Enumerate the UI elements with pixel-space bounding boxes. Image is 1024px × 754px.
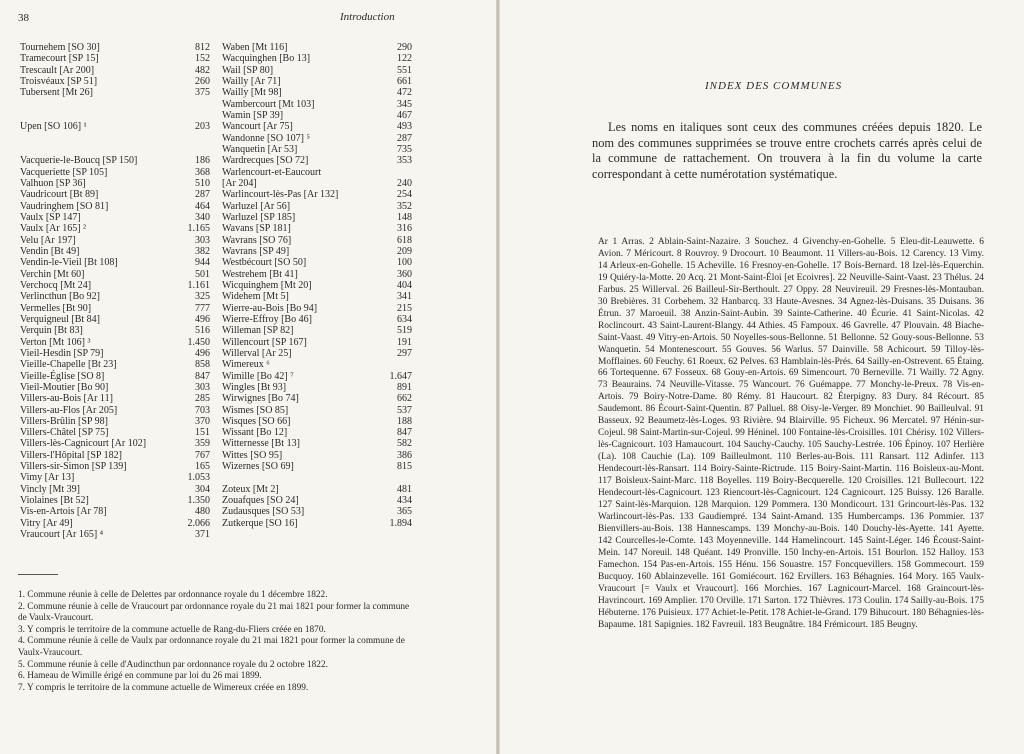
commune-name: Villers-sir-Simon [SP 139] <box>20 461 127 473</box>
commune-name: Wambercourt [Mt 103] <box>222 98 315 110</box>
commune-name: Verquin [Bt 83] <box>20 325 83 337</box>
footnote-rule <box>18 574 58 575</box>
commune-row <box>20 212 210 223</box>
commune-number: 1.161 <box>187 279 210 291</box>
commune-row <box>20 121 210 132</box>
commune-number: 165 <box>195 461 210 473</box>
commune-row <box>222 438 412 449</box>
commune-row <box>20 42 210 53</box>
commune-number: 100 <box>397 257 412 269</box>
commune-name: Verton [Mt 106] ³ <box>20 336 91 348</box>
footnote: 6. Hameau de Wimille érigé en commune par loi du 26 mai 1899. <box>18 671 262 682</box>
commune-number: 370 <box>195 415 210 427</box>
commune-name: Vincly [Mt 39] <box>20 483 80 495</box>
footnote: 1. Commune réunie à celle de Delettes par ordonnance royale du 1 décembre 1822. <box>18 590 328 600</box>
commune-number: 481 <box>397 483 412 495</box>
commune-name: Villers-au-Bois [Ar 11] <box>20 393 113 405</box>
commune-number: 375 <box>195 87 210 99</box>
commune-number: 661 <box>397 75 412 87</box>
commune-name: Zutkerque [SO 16] <box>222 517 298 529</box>
commune-row <box>222 427 412 438</box>
commune-name: Willeman [SP 82] <box>222 325 294 337</box>
commune-name: Vieil-Moutier [Bo 90] <box>20 381 109 393</box>
commune-number: 815 <box>397 461 412 473</box>
commune-number: 467 <box>397 109 412 121</box>
commune-row <box>20 178 210 189</box>
commune-number: 777 <box>195 302 210 314</box>
commune-row <box>222 76 412 87</box>
commune-number: 634 <box>397 313 412 325</box>
commune-number: 1.894 <box>389 517 412 529</box>
commune-number: 122 <box>397 53 412 65</box>
commune-row <box>20 450 210 461</box>
commune-row <box>222 167 412 178</box>
commune-number: 496 <box>195 347 210 359</box>
commune-number: 203 <box>195 121 210 133</box>
commune-name: Wirwignes [Bo 74] <box>222 393 299 405</box>
commune-row <box>20 257 210 268</box>
commune-name: Vendin-le-Vieil [Bt 108] <box>20 257 118 269</box>
commune-name: Tournehem [SO 30] <box>20 42 100 53</box>
commune-row <box>20 133 210 144</box>
commune-row <box>222 235 412 246</box>
commune-name: Wizernes [SO 69] <box>222 461 294 473</box>
commune-row <box>222 506 412 517</box>
commune-row <box>222 495 412 506</box>
commune-row <box>222 269 412 280</box>
commune-name: Violaines [Bt 52] <box>20 495 89 507</box>
commune-name: Wancourt [Ar 75] <box>222 121 293 133</box>
commune-name: Trescault [Ar 200] <box>20 64 95 76</box>
commune-name: Waben [Mt 116] <box>222 42 288 53</box>
commune-row <box>20 280 210 291</box>
commune-number: 847 <box>397 427 412 439</box>
commune-number: 191 <box>397 336 412 348</box>
commune-row <box>20 87 210 98</box>
commune-row <box>20 314 210 325</box>
commune-number: 2.066 <box>187 517 210 529</box>
commune-row <box>20 76 210 87</box>
commune-number: 352 <box>397 200 412 212</box>
commune-number: 359 <box>195 438 210 450</box>
commune-row <box>222 178 412 189</box>
footnote: 7. Y compris le territoire de la commune actuelle de Wimereux créée en 1899. <box>18 682 309 693</box>
commune-name: Vimy [Ar 13] <box>20 472 75 484</box>
commune-number: 260 <box>195 75 210 87</box>
commune-number: 1.350 <box>187 495 210 507</box>
commune-name: Wisques [SO 66] <box>222 415 291 427</box>
commune-number: 847 <box>195 370 210 382</box>
commune-name: Westrehem [Bt 41] <box>222 268 298 280</box>
index-title: INDEX DES COMMUNES <box>705 80 843 92</box>
commune-name: Widehem [Mt 5] <box>222 291 289 303</box>
commune-number: 858 <box>195 359 210 371</box>
commune-column-2 <box>222 42 412 529</box>
commune-number: 341 <box>397 291 412 303</box>
commune-name: Troisvéaux [SP 51] <box>20 75 98 87</box>
commune-number: 493 <box>397 121 412 133</box>
commune-row <box>222 99 412 110</box>
commune-row <box>20 529 210 540</box>
footnote: 3. Y compris le territoire de la commune actuelle de Rang-du-Fliers créée en 1870. <box>18 624 326 635</box>
commune-name: Tubersent [Mt 26] <box>20 87 93 99</box>
commune-row <box>222 87 412 98</box>
commune-number: 285 <box>195 393 210 405</box>
commune-row <box>222 121 412 132</box>
commune-row <box>20 438 210 449</box>
commune-row <box>20 506 210 517</box>
commune-number: 148 <box>397 211 412 223</box>
commune-name: Villers-lès-Cagnicourt [Ar 102] <box>20 438 147 450</box>
commune-row <box>222 65 412 76</box>
commune-name: Upen [SO 106] ¹ <box>20 121 87 133</box>
commune-number: 186 <box>195 155 210 167</box>
commune-number: 404 <box>397 279 412 291</box>
commune-row <box>222 450 412 461</box>
commune-number: 240 <box>397 177 412 189</box>
commune-name: Wandonne [SO 107] ⁵ <box>222 132 310 144</box>
commune-number: 287 <box>397 132 412 144</box>
commune-name: Warlencourt-et-Eaucourt <box>222 166 322 178</box>
commune-number: 215 <box>397 302 412 314</box>
commune-row <box>222 337 412 348</box>
commune-row <box>20 348 210 359</box>
commune-name: Wismes [SO 85] <box>222 404 289 416</box>
page-number: 38 <box>18 12 29 24</box>
commune-row <box>222 314 412 325</box>
commune-row <box>222 484 412 495</box>
commune-row <box>222 393 412 404</box>
commune-number: 1.053 <box>187 472 210 484</box>
commune-name: Wingles [Bt 93] <box>222 381 287 393</box>
commune-number: 353 <box>397 155 412 167</box>
commune-row <box>222 212 412 223</box>
commune-name: Willerval [Ar 25] <box>222 347 292 359</box>
commune-number: 254 <box>397 189 412 201</box>
commune-name: Vaulx [SP 147] <box>20 211 81 223</box>
commune-row <box>222 223 412 234</box>
commune-name: Wamin [SP 39] <box>222 109 284 121</box>
commune-name: Vieille-Église [SO 8] <box>20 370 105 382</box>
commune-name: Vacqueriette [SP 105] <box>20 166 108 178</box>
commune-number: 297 <box>397 347 412 359</box>
commune-name: Villers-Châtel [SP 75] <box>20 427 109 439</box>
commune-row <box>20 303 210 314</box>
running-head: Introduction <box>340 11 395 23</box>
commune-name: Velu [Ar 197] <box>20 234 76 246</box>
commune-name: Wavrans [SP 49] <box>222 245 290 257</box>
footnotes <box>18 590 418 694</box>
commune-number: 496 <box>195 313 210 325</box>
commune-number: 209 <box>397 245 412 257</box>
commune-row <box>20 427 210 438</box>
commune-row <box>222 42 412 53</box>
commune-row <box>20 495 210 506</box>
commune-row <box>222 416 412 427</box>
commune-number: 618 <box>397 234 412 246</box>
commune-name: Villers-Brûlin [SP 98] <box>20 415 108 427</box>
commune-name: Verchocq [Mt 24] <box>20 279 92 291</box>
commune-row <box>20 518 210 529</box>
commune-number: 365 <box>397 506 412 518</box>
commune-name: [Ar 204] <box>222 177 257 189</box>
commune-name: Vermelles [Bt 90] <box>20 302 92 314</box>
commune-number: 944 <box>195 257 210 269</box>
commune-number: 290 <box>397 42 412 53</box>
commune-number: 345 <box>397 98 412 110</box>
commune-number: 480 <box>195 506 210 518</box>
commune-name: Verquigneul [Bt 84] <box>20 313 100 325</box>
commune-number: 1.165 <box>187 223 210 235</box>
commune-name: Vaulx [Ar 165] ² <box>20 223 87 235</box>
commune-row <box>20 393 210 404</box>
commune-name: Warluzel [SP 185] <box>222 211 296 223</box>
commune-row <box>222 155 412 166</box>
commune-number: 582 <box>397 438 412 450</box>
commune-name: Wail [SP 80] <box>222 64 274 76</box>
commune-name: Westbécourt [SO 50] <box>222 257 307 269</box>
commune-number: 510 <box>195 177 210 189</box>
commune-number: 386 <box>397 449 412 461</box>
commune-number: 287 <box>195 189 210 201</box>
commune-number: 537 <box>397 404 412 416</box>
commune-row <box>222 371 412 382</box>
commune-number: 371 <box>195 529 210 541</box>
commune-row <box>222 53 412 64</box>
commune-row <box>20 359 210 370</box>
commune-row <box>20 269 210 280</box>
commune-number: 519 <box>397 325 412 337</box>
index-intro: Les noms en italiques sont ceux des communes créées depuis 1820. Le nom des communes supprimées se trouve entre crochets carrés après celui de la commune de rattachement. On trouvera à la fin du volume la carte correspondant à cette numérotation systématique. <box>592 120 982 181</box>
commune-number: 304 <box>195 483 210 495</box>
commune-number: 891 <box>397 381 412 393</box>
commune-name: Wittes [SO 95] <box>222 449 283 461</box>
commune-row <box>20 144 210 155</box>
commune-name: Witternesse [Bt 13] <box>222 438 300 450</box>
commune-row <box>222 257 412 268</box>
commune-row <box>222 280 412 291</box>
commune-row <box>20 65 210 76</box>
commune-number: 303 <box>195 381 210 393</box>
commune-row <box>222 348 412 359</box>
commune-row <box>222 201 412 212</box>
footnote: 5. Commune réunie à celle d'Audincthun par ordonnance royale du 2 octobre 1822. <box>18 659 328 670</box>
index-body: Ar 1 Arras. 2 Ablain-Saint-Nazaire. 3 Souchez. 4 Givenchy-en-Gohelle. 5 Eleu-dit-Leauwette. 6 Avion. 7 Méricourt. 8 Rouvroy. 9 Drocourt. 10 Beaumont. 11 Villers-au-Bois. 12 Carency. 13 Vimy. 14 Arleux-en-Gohelle. 15 Acheville. 16 Fresnoy-en-Gohelle. 17 Bois-Bernard. 18 Izel-lès-Equerchin. 19 Quiéry-la-Motte. 20 Acq. 21 Mont-Saint-Éloi [et Ecoivres]. 22 Neuville-Saint-Vaast. 23 Thélus. 24 Farbus. 25 Willerval. 26 Bailleul-Sir-Berthoult. 27 Oppy. 28 Neuvireuil. 29 Fresnes-lès-Montauban. 30 Brebières. 31 Corbehem. 32 Hanbarcq. 33 Haute-Avesnes. 34 Agnez-lès-Duisans. 35 Duisans. 36 Étrun. 37 Maroeuil. 38 Anzin-Saint-Aubin. 39 Sainte-Catherine. 40 Écurie. 41 Saint-Nicolas. 42 Roclincourt. 43 Saint-Laurent-Blangy. 44 Athies. 45 Fampoux. 46 Gavrelle. 47 Plouvain. 48 Biache-Saint-Vaast. 49 Vitry-en-Artois. 50 Noyelles-sous-Bellonne. 51 Bellonne. 52 Gouy-sous-Bellonne. 53 Wanquetin. 54 Montenescourt. 55 Gouves. 56 Warlus. 57 Dainville. 58 Achicourt. 59 Tilloy-lès-Mofflaines. 60 Feuchy. 61 Roeux. 62 Pelves. 63 Hamblain-lès-Prés. 64 Sailly-en-Ostrevent. 65 Étaing. 66 Tortequenne. 67 Fosseux. 68 Gouy-en-Artois. 69 Simencourt. 70 Berneville. 71 Wailly. 72 Agny. 73 Beaurains. 74 Neuville-Vitasse. 75 Wancourt. 76 Guémappe. 77 Monchy-le-Preux. 78 Vis-en-Artois. 79 Boiry-Notre-Dame. 80 Rémy. 81 Haucourt. 82 Éterpigny. 83 Dury. 84 Récourt. 85 Saudemont. 86 Écourt-Saint-Quentin. 87 Palluel. 88 Oisy-le-Verger. 89 Monchiet. 90 Bailleulval. 91 Basseux. 92 Beaumetz-lès-Loges. 93 Rivière. 94 Blairville. 95 Ficheux. 96 Mercatel. 97 Hénin-sur-Cojeul. 98 Saint-Martin-sur-Cojeul. 99 Héninel. 100 Fontaine-lès-Croisilles. 101 Chérisy. 102 Villers-lès-Cagnicourt. 103 Hamaucourt. 104 Sauchy-Cauchy. 105 Sauchy-Lestrée. 106 Épinoy. 107 Herlière (La). 108 Cauchie (La). 109 Bailleulmont. 110 Berles-au-Bois. 111 Ransart. 112 Adinfer. 113 Hendecourt-lès-Ransart. 114 Boiry-Sainte-Rictrude. 115 Boiry-Saint-Martin. 116 Boisleux-au-Mont. 117 Boisleux-Saint-Marc. 118 Boyelles. 119 Boiry-Becquerelle. 120 Croisilles. 121 Bullecourt. 122 Hendecourt-lès-Cagnicourt. 123 Riencourt-lès-Cagnicourt. 124 Cagnicourt. 125 Buissy. 126 Baralle. 127 Saint-lès-Marquion. 128 Marquion. 129 Pommera. 130 Mondicourt. 131 Grincourt-lès-Pas. 132 Warlincourt-lès-Pas. 133 Gaudiempré. 134 Saint-Amand. 135 Humbercamps. 136 Pommier. 137 Bienvillers-au-Bois. 138 Hannescamps. 139 Monchy-au-Bois. 140 Douchy-lès-Ayette. 141 Ayette. 142 Courcelles-le-Comte. 143 Moyenneville. 144 Hamelincourt. 145 Saint-Léger. 146 Écoust-Saint-Mein. 147 Noreuil. 148 Quéant. 149 Pronville. 150 Inchy-en-Artois. 151 Bourlon. 152 Halloy. 153 Famechon. 154 Pas-en-Artois. 155 Hénu. 156 Souastre. 157 Foncquevillers. 158 Gommecourt. 159 Bucquoy. 160 Ablainzevelle. 161 Gomiécourt. 162 Ervillers. 163 Béhagnies. 164 Mory. 165 Vaulx-Vraucourt [= Vaulx et Vraucourt]. 166 Morchies. 167 Lagnicourt-Marcel. 168 Graincourt-lès-Havrincourt. 169 Amplier. 170 Orville. 171 Sarton. 172 Thièvres. 173 Coulin. 174 Sailly-au-Bois. 175 Hébuterne. 176 Puisieux. 177 Achiet-le-Petit. 178 Achiet-le-Grand. 179 Bihucourt. 180 Béhagnies-lès-Bapaume. 181 Sapignies. 182 Favreuil. 183 Beugnâtre. 184 Frémicourt. 185 Beugny. <box>598 237 984 630</box>
commune-row <box>20 189 210 200</box>
commune-row <box>20 405 210 416</box>
commune-row <box>20 235 210 246</box>
commune-name: Vendin [Bt 49] <box>20 245 80 257</box>
commune-name: Villers-l'Hôpital [SP 182] <box>20 449 122 461</box>
commune-number: 501 <box>195 268 210 280</box>
commune-number: 188 <box>397 415 412 427</box>
commune-name: Wierre-au-Bois [Bo 94] <box>222 302 318 314</box>
commune-number: 382 <box>195 245 210 257</box>
commune-name: Zudausques [SO 53] <box>222 506 305 518</box>
commune-number: 472 <box>397 87 412 99</box>
commune-row <box>222 144 412 155</box>
commune-name: Wavans [SP 181] <box>222 223 291 235</box>
commune-row <box>20 325 210 336</box>
commune-name: Wissant [Bo 12] <box>222 427 288 439</box>
commune-name: Wimille [Bo 42] ⁷ <box>222 370 294 382</box>
commune-name: Verchin [Mt 60] <box>20 268 85 280</box>
commune-number: 551 <box>397 64 412 76</box>
commune-row <box>20 99 210 110</box>
commune-row <box>20 382 210 393</box>
commune-row <box>20 416 210 427</box>
commune-row <box>20 53 210 64</box>
commune-number: 316 <box>397 223 412 235</box>
commune-row <box>222 303 412 314</box>
commune-row <box>20 371 210 382</box>
commune-name: Warlincourt-lès-Pas [Ar 132] <box>222 189 339 201</box>
commune-number: 325 <box>195 291 210 303</box>
footnote: 4. Commune réunie à celle de Vaulx par ordonnance royale du 21 mai 1821 pour former la commune de Vaulx-Vraucourt. <box>18 636 405 658</box>
commune-row <box>222 246 412 257</box>
commune-row <box>20 461 210 472</box>
commune-number: 464 <box>195 200 210 212</box>
commune-row <box>222 189 412 200</box>
commune-row <box>222 472 412 483</box>
commune-number: 703 <box>195 404 210 416</box>
commune-name: Wardrecques [SO 72] <box>222 155 309 167</box>
commune-name: Wacquinghen [Bo 13] <box>222 53 311 65</box>
commune-name: Zoteux [Mt 2] <box>222 483 279 495</box>
commune-name: Wailly [Mt 98] <box>222 87 282 99</box>
commune-number: 434 <box>397 495 412 507</box>
commune-name: Tramecourt [SP 15] <box>20 53 99 65</box>
commune-name: Wavrans [SO 76] <box>222 234 292 246</box>
commune-name: Vaudricourt [Bt 89] <box>20 189 99 201</box>
commune-number: 360 <box>397 268 412 280</box>
commune-row <box>222 518 412 529</box>
commune-row <box>20 201 210 212</box>
commune-number: 1.647 <box>389 370 412 382</box>
commune-number: 735 <box>397 143 412 155</box>
commune-name: Vacquerie-le-Boucq [SP 150] <box>20 155 138 167</box>
commune-row <box>222 359 412 370</box>
commune-name: Vaudringhem [SO 81] <box>20 200 109 212</box>
commune-name: Vieil-Hesdin [SP 79] <box>20 347 104 359</box>
commune-number: 340 <box>195 211 210 223</box>
commune-number: 303 <box>195 234 210 246</box>
commune-row <box>222 291 412 302</box>
commune-row <box>20 167 210 178</box>
commune-row <box>20 472 210 483</box>
commune-name: Zouafques [SO 24] <box>222 495 299 507</box>
commune-name: Vraucourt [Ar 165] ⁴ <box>20 529 104 541</box>
commune-column-1 <box>20 42 210 540</box>
commune-name: Vis-en-Artois [Ar 78] <box>20 506 107 518</box>
commune-number: 812 <box>195 42 210 53</box>
commune-name: Wailly [Ar 71] <box>222 75 281 87</box>
commune-name: Villers-au-Flos [Ar 205] <box>20 404 118 416</box>
commune-number: 662 <box>397 393 412 405</box>
commune-row <box>222 133 412 144</box>
commune-name: Wierre-Effroy [Bo 46] <box>222 313 312 325</box>
commune-number: 767 <box>195 449 210 461</box>
commune-name: Valhuon [SP 36] <box>20 177 86 189</box>
commune-number: 516 <box>195 325 210 337</box>
commune-row <box>222 382 412 393</box>
commune-row <box>20 291 210 302</box>
commune-name: Wimereux ⁶ <box>222 359 270 371</box>
commune-row <box>222 405 412 416</box>
commune-name: Willencourt [SP 167] <box>222 336 307 348</box>
commune-row <box>222 110 412 121</box>
commune-number: 152 <box>195 53 210 65</box>
commune-row <box>20 337 210 348</box>
commune-name: Vieille-Chapelle [Bt 23] <box>20 359 117 371</box>
commune-row <box>20 246 210 257</box>
commune-name: Vitry [Ar 49] <box>20 517 73 529</box>
commune-row <box>20 223 210 234</box>
footnote: 2. Commune réunie à celle de Vraucourt par ordonnance royale du 21 mai 1821 pour former la commune de Vaulx-Vraucourt. <box>18 601 410 624</box>
commune-row <box>20 110 210 121</box>
commune-name: Wanquetin [Ar 53] <box>222 143 298 155</box>
commune-number: 482 <box>195 64 210 76</box>
left-page <box>0 0 498 754</box>
commune-name: Verlincthun [Bo 92] <box>20 291 100 303</box>
commune-name: Warluzel [Ar 56] <box>222 200 291 212</box>
commune-row <box>222 461 412 472</box>
commune-number: 1.450 <box>187 336 210 348</box>
commune-number: 151 <box>195 427 210 439</box>
commune-row <box>222 325 412 336</box>
commune-row <box>20 155 210 166</box>
commune-name: Wicquinghem [Mt 20] <box>222 279 312 291</box>
commune-number: 368 <box>195 166 210 178</box>
commune-row <box>20 484 210 495</box>
